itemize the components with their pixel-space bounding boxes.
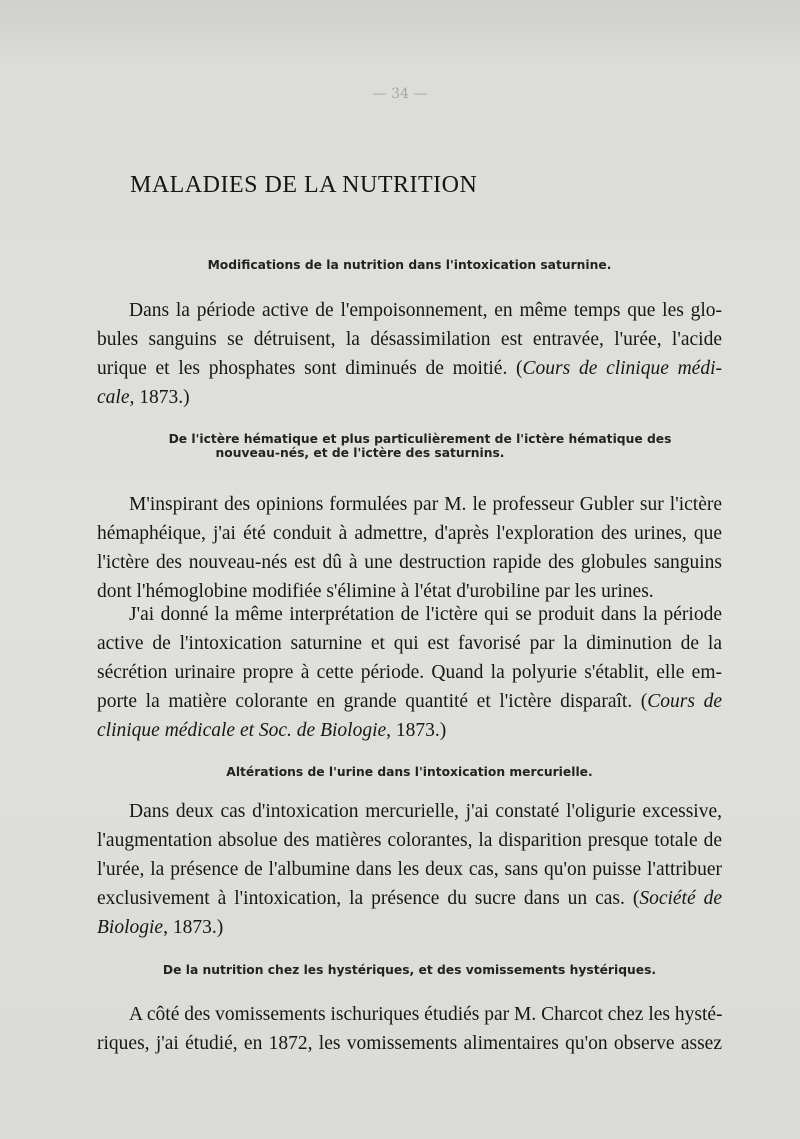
paragraph	[97, 600, 722, 745]
section-heading: De la nutrition chez les hystériques, et des vomissements hystériques.	[162, 963, 657, 977]
text-line: Dans deux cas d'intoxication mercurielle, j'ai constaté l'oligurie excessive,	[129, 801, 722, 822]
text-line: bules sanguins se détruisent, la désassimilation est entravée, l'urée, l'acide	[97, 329, 722, 350]
text-line: cale, 1873.)	[97, 387, 190, 408]
text-line: dont l'hémoglobine modifiée s'élimine à l'état d'urobiline par les urines.	[97, 581, 654, 602]
paragraph	[97, 1000, 722, 1058]
section-heading: Altérations de l'urine dans l'intoxication mercurielle.	[226, 765, 593, 779]
text-line: l'augmentation absolue des matières colorantes, la disparition presque totale de	[97, 830, 722, 851]
heading-line: De l'ictère hématique et plus particulièrement de l'ictère hématique des	[168, 432, 672, 446]
text-line: exclusivement à l'intoxication, la présence du sucre dans un cas. (Société de	[97, 888, 722, 909]
section-heading: Modifications de la nutrition dans l'intoxication saturnine.	[207, 258, 612, 272]
text-line: Dans la période active de l'empoisonnement, en même temps que les glo-	[129, 300, 722, 321]
text-line: J'ai donné la même interprétation de l'ictère qui se produit dans la période	[129, 604, 722, 625]
text-line: riques, j'ai étudié, en 1872, les vomissements alimentaires qu'on observe assez	[97, 1033, 722, 1054]
text-line: M'inspirant des opinions formulées par M. le professeur Gubler sur l'ictère	[129, 494, 722, 515]
text-line: active de l'intoxication saturnine et qui est favorisé par la diminution de la	[97, 633, 722, 654]
text-line: clinique médicale et Soc. de Biologie, 1873.)	[97, 720, 447, 741]
text-line: urique et les phosphates sont diminués de moitié. (Cours de clinique médi-	[97, 358, 722, 379]
text-line: A côté des vomissements ischuriques étudiés par M. Charcot chez les hysté-	[129, 1004, 723, 1025]
page-number: — 34 —	[372, 86, 428, 102]
text-line: hémaphéique, j'ai été conduit à admettre, d'après l'exploration des urines, que	[97, 523, 722, 544]
paragraph	[97, 296, 722, 412]
paragraph	[97, 490, 722, 606]
heading-line: nouveau-nés, et de l'ictère des saturnins.	[215, 446, 505, 460]
text-line: sécrétion urinaire propre à cette période. Quand la polyurie s'établit, elle em-	[97, 662, 722, 683]
page-title: MALADIES DE LA NUTRITION	[130, 172, 478, 198]
text-line: Biologie, 1873.)	[97, 917, 224, 938]
text-line: l'urée, la présence de l'albumine dans les deux cas, sans qu'on puisse l'attribuer	[97, 859, 722, 880]
paragraph	[97, 797, 722, 942]
section-heading	[120, 432, 720, 460]
text-line: l'ictère des nouveau-nés est dû à une destruction rapide des globules sanguins	[97, 552, 722, 573]
text-line: porte la matière colorante en grande quantité et l'ictère disparaît. (Cours de	[97, 691, 722, 712]
